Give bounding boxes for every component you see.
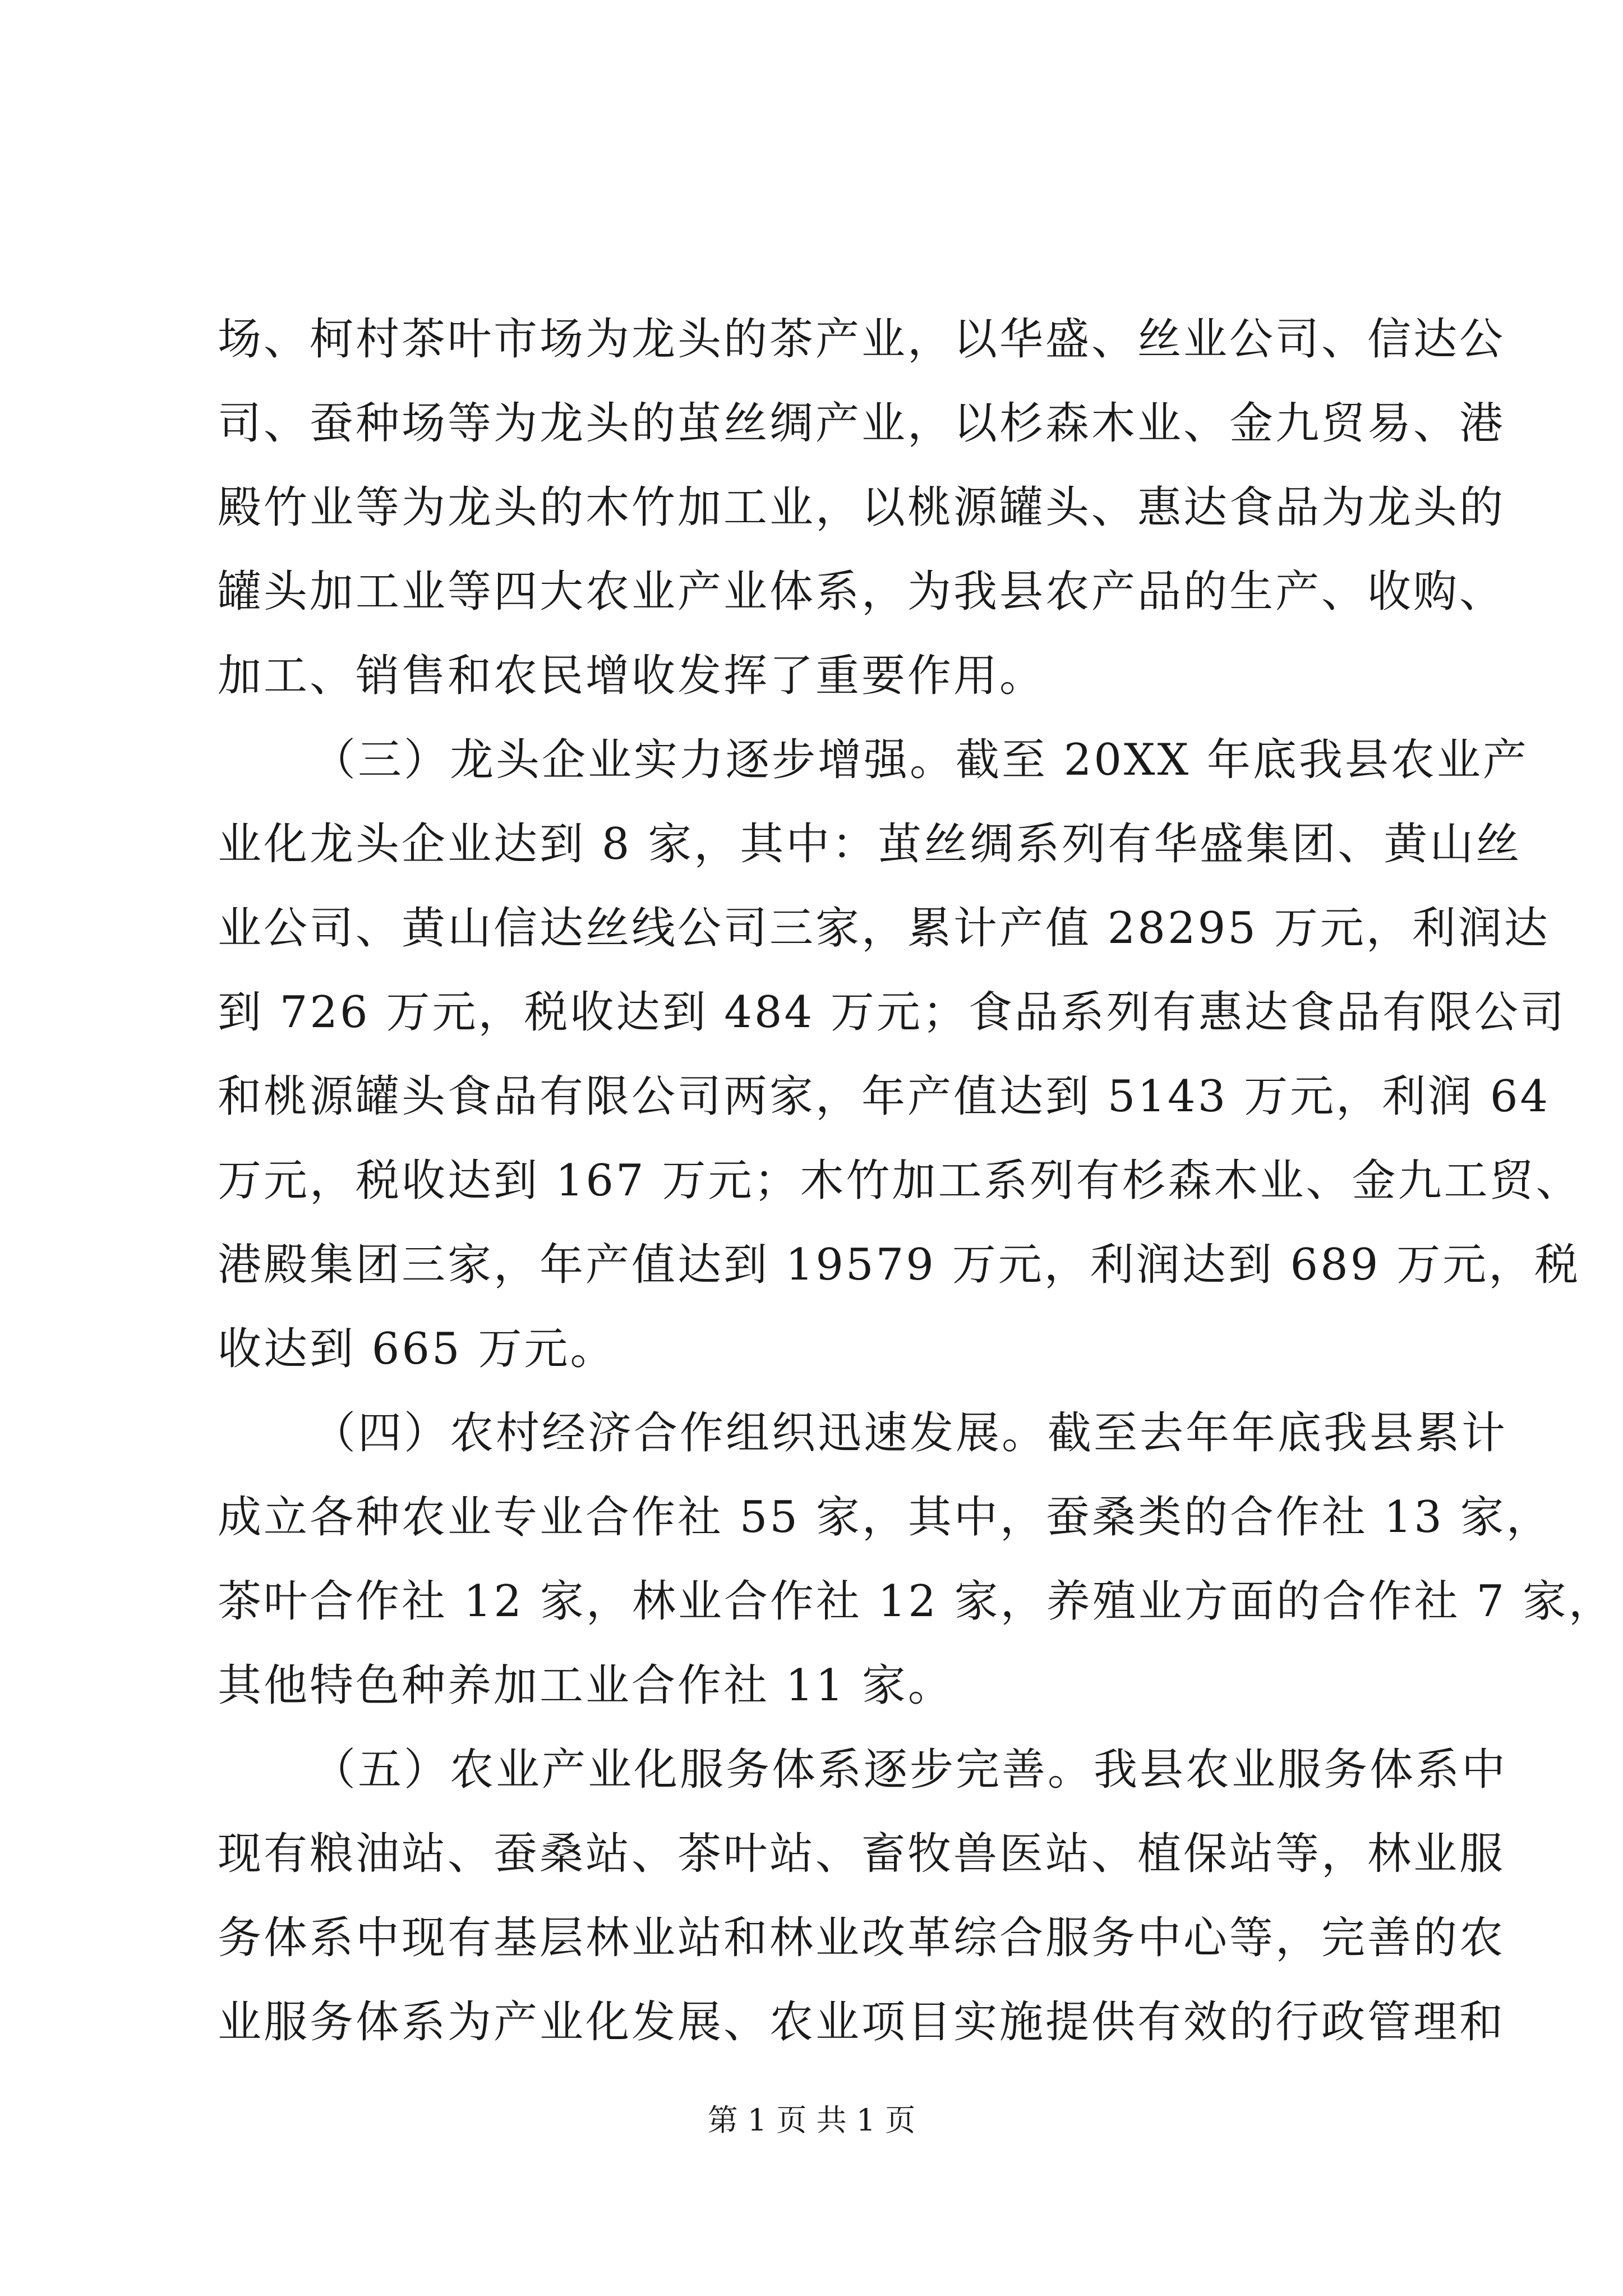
text-line: 务体系中现有基层林业站和林业改革综合服务中心等，完善的农	[218, 1913, 1506, 1963]
text-line: 收达到 665 万元。	[218, 1324, 616, 1374]
text-line: 业服务体系为产业化发展、农业项目实施提供有效的行政管理和	[218, 1997, 1506, 2047]
text-line: 殿竹业等为龙头的木竹加工业，以桃源罐头、惠达食品为龙头的	[218, 482, 1506, 533]
text-line: 业公司、黄山信达丝线公司三家，累计产值 28295 万元，利润达	[218, 903, 1550, 954]
text-line: 业化龙头企业达到 8 家，其中：茧丝绸系列有华盛集团、黄山丝	[218, 819, 1522, 869]
text-line: 成立各种农业专业合作社 55 家，其中，蚕桑类的合作社 13 家，	[218, 1492, 1552, 1543]
text-line: 万元，税收达到 167 万元；木竹加工系列有杉森木业、金九工贸、	[218, 1156, 1582, 1206]
paragraph-start-line: （三）龙头企业实力逐步增强。截至 20XX 年底我县农业产	[312, 735, 1529, 785]
text-line: 司、蚕种场等为龙头的茧丝绸产业，以杉森木业、金九贸易、港	[218, 398, 1506, 449]
document-body	[218, 297, 1615, 2064]
text-line: 港殿集团三家，年产值达到 19579 万元，利润达到 689 万元，税	[218, 1240, 1581, 1290]
text-line: 罐头加工业等四大农业产业体系，为我县农产品的生产、收购、	[218, 567, 1506, 617]
text-line: 到 726 万元，税收达到 484 万元；食品系列有惠达食品有限公司	[218, 987, 1566, 1038]
text-line: 现有粮油站、蚕桑站、茶叶站、畜牧兽医站、植保站等，林业服	[218, 1829, 1506, 1879]
page-footer: 第 1 页 共 1 页	[707, 2102, 916, 2138]
text-line: 和桃源罐头食品有限公司两家，年产值达到 5143 万元，利润 64	[218, 1071, 1551, 1122]
paragraph-start-line: （五）农业产业化服务体系逐步完善。我县农业服务体系中	[312, 1745, 1508, 1795]
text-line: 其他特色种养加工业合作社 11 家。	[218, 1660, 954, 1711]
text-line: 茶叶合作社 12 家，林业合作社 12 家，养殖业方面的合作社 7 家，	[218, 1576, 1615, 1627]
text-line: 加工、销售和农民增收发挥了重要作用。	[218, 651, 1046, 701]
text-line: 场、柯村茶叶市场为龙头的茶产业，以华盛、丝业公司、信达公	[218, 314, 1506, 365]
paragraph-start-line: （四）农村经济合作组织迅速发展。截至去年年底我县累计	[312, 1408, 1508, 1458]
